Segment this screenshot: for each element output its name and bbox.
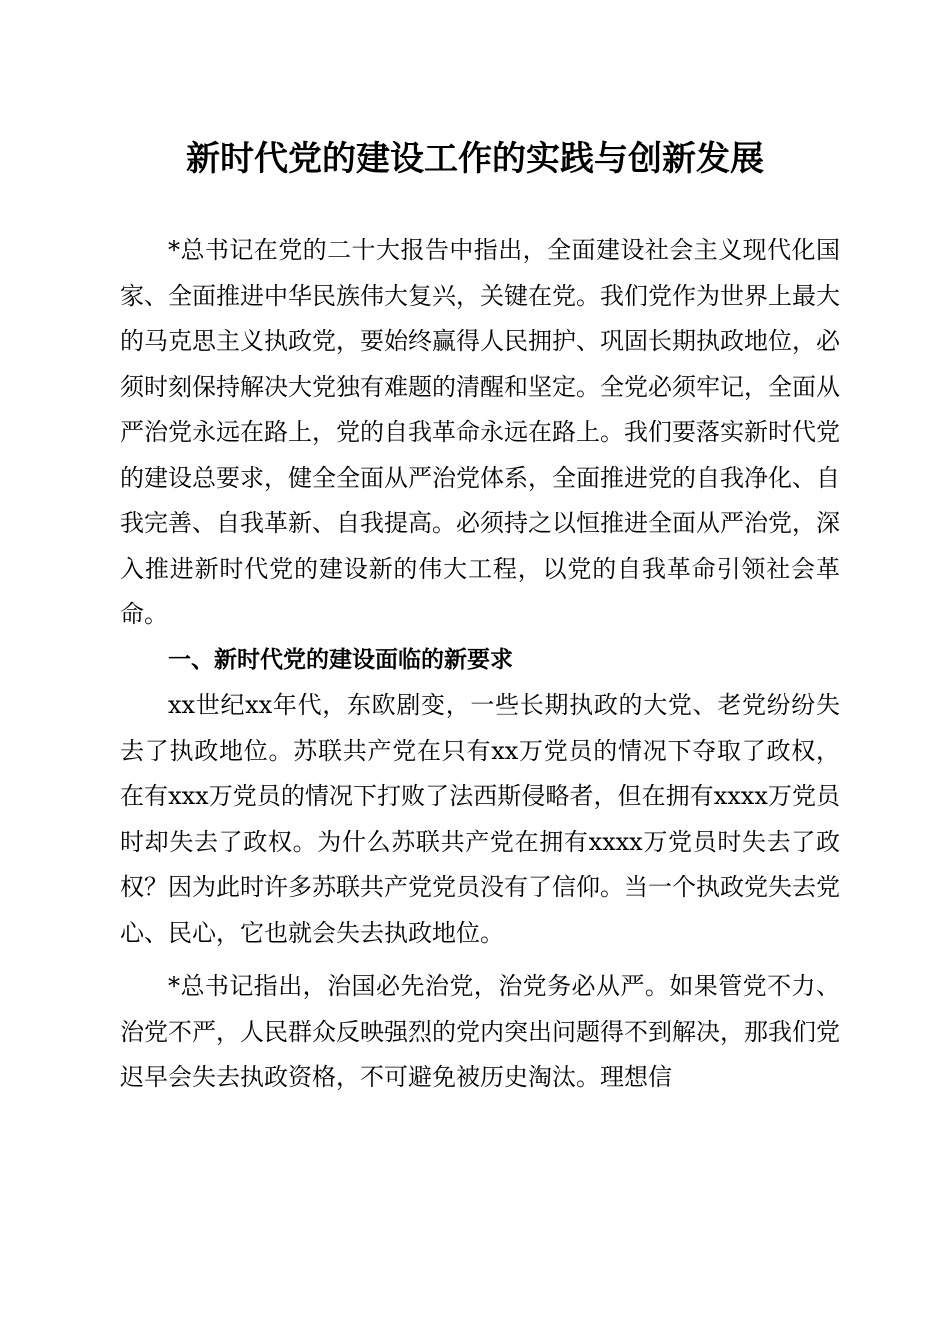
paragraph-intro: *总书记在党的二十大报告中指出，全面建设社会主义现代化国家、全面推进中华民族伟大复兴，关键在党。我们党作为世界上最大的马克思主义执政党，要始终赢得人民拥护、巩固长期执政地位，必须时刻保持解决大党独有难题的清醒和坚定。全党必须牢记，全面从严治党永远在路上，党的自我革命永远在路上。我们要落实新时代党的建设总要求，健全全面从严治党体系，全面推进党的自我净化、自我完善、自我革新、自我提高。必须持之以恒推进全面从严治党，深入推进新时代党的建设新的伟大工程，以党的自我革命引领社会革命。 — [120, 236, 840, 628]
paragraph-soviet-history: xx世纪xx年代，东欧剧变，一些长期执政的大党、老党纷纷失去了执政地位。苏联共产党在只有xx万党员的情况下夺取了政权，在有xxx万党员的情况下打败了法西斯侵略者，但在拥有xxxx万党员时却失去了政权。为什么苏联共产党在拥有xxxx万党员时失去了政权？因为此时许多苏联共产党党员没有了信仰。当一个执政党失去党心、民心，它也就会失去执政地位。 — [120, 691, 840, 947]
document-title: 新时代党的建设工作的实践与创新发展 — [186, 139, 764, 179]
paragraph-governance: *总书记指出，治国必先治党，治党务必从严。如果管党不力、治党不严，人民群众反映强烈的党内突出问题得不到解决，那我们党迟早会失去执政资格，不可避免被历史淘汰。理想信 — [120, 972, 840, 1091]
document-body — [120, 228, 840, 1101]
section-heading: 一、新时代党的建设面临的新要求 — [168, 646, 513, 673]
